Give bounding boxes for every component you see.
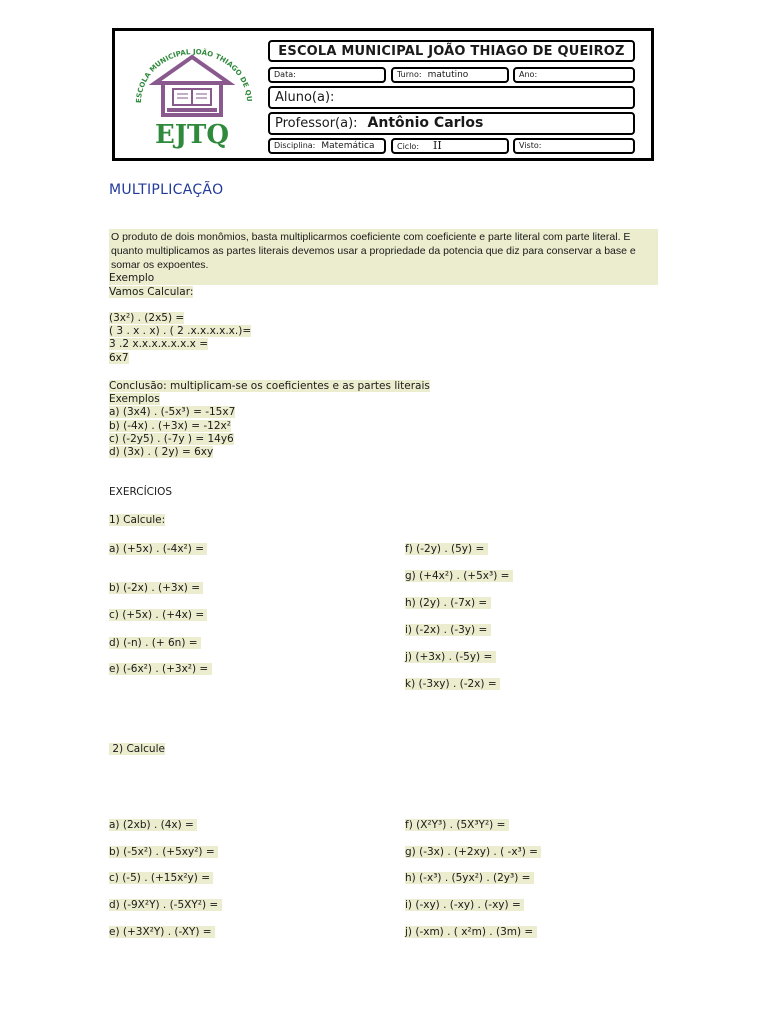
disciplina-label: Disciplina: bbox=[274, 141, 316, 150]
disciplina-value: Matemática bbox=[321, 141, 375, 151]
exercise-item: f) (-2y) . (5y) = bbox=[405, 543, 488, 555]
exercise-item: a) (+5x) . (-4x²) = bbox=[109, 543, 208, 555]
school-logo bbox=[127, 41, 257, 153]
professor-label: Professor(a): bbox=[275, 116, 358, 131]
visto-label: Visto: bbox=[519, 141, 542, 150]
turno-field[interactable] bbox=[391, 67, 509, 83]
exercise-item: c) (+5x) . (+4x) = bbox=[109, 609, 208, 621]
exercise-item: b) (-2x) . (+3x) = bbox=[109, 582, 204, 594]
example-label: Exemplo bbox=[109, 272, 155, 284]
turno-label: Turno: bbox=[397, 70, 422, 79]
exercise-item: c) (-5) . (+15x²y) = bbox=[109, 872, 214, 884]
conclusion-text: Conclusão: multiplicam-se os coeficientes e as partes literais bbox=[109, 380, 430, 392]
exercise-item: a) (2xb) . (4x) = bbox=[109, 819, 198, 831]
exercise-item: b) (-5x²) . (+5xy²) = bbox=[109, 846, 218, 858]
exercise-2-label: 2) Calcule bbox=[109, 743, 165, 755]
exercise-1-label: 1) Calcule: bbox=[109, 514, 166, 526]
example-item: c) (-2y5) . (-7y ) = 14y6 bbox=[109, 433, 234, 445]
exercise-item: f) (X²Y³) . (5X³Y²) = bbox=[405, 819, 509, 831]
school-header bbox=[112, 28, 654, 161]
exercise-item: e) (-6x²) . (+3x²) = bbox=[109, 663, 212, 675]
exercises-heading: EXERCÍCIOS bbox=[109, 486, 173, 498]
aluno-field[interactable] bbox=[268, 86, 635, 109]
exercise-item: j) (-xm) . ( x²m) . (3m) = bbox=[405, 926, 537, 938]
exercise-item: j) (+3x) . (-5y) = bbox=[405, 651, 496, 663]
ano-field[interactable] bbox=[513, 67, 635, 83]
exercise-item: i) (-xy) . (-xy) . (-xy) = bbox=[405, 899, 525, 911]
step-line: 3 .2 x.x.x.x.x.x.x = bbox=[109, 338, 209, 350]
logo-arc-text: ESCOLA MUNICIPAL JOÃO THIAGO DE QU bbox=[134, 48, 254, 104]
example-item: a) (3x4) . (-5x³) = -15x7 bbox=[109, 406, 236, 418]
exercise-item: e) (+3X²Y) . (-XY) = bbox=[109, 926, 215, 938]
page-title: MULTIPLICAÇÃO bbox=[109, 182, 224, 198]
aluno-label: Aluno(a): bbox=[275, 90, 335, 105]
visto-field[interactable] bbox=[513, 138, 635, 154]
exercise-item: g) (+4x²) . (+5x³) = bbox=[405, 570, 513, 582]
step-line: (3x²) . (2x5) = bbox=[109, 312, 185, 324]
exercise-item: d) (-9X²Y) . (-5XY²) = bbox=[109, 899, 222, 911]
exercise-item: h) (2y) . (-7x) = bbox=[405, 597, 491, 609]
exercise-item: i) (-2x) . (-3y) = bbox=[405, 624, 491, 636]
exercise-item: d) (-n) . (+ 6n) = bbox=[109, 637, 201, 649]
data-field[interactable] bbox=[268, 67, 386, 83]
logo-letters: EJTQ bbox=[154, 120, 230, 150]
step-line: ( 3 . x . x) . ( 2 .x.x.x.x.x.)= bbox=[109, 325, 252, 337]
data-label: Data: bbox=[274, 70, 296, 79]
turno-value: matutino bbox=[427, 70, 469, 80]
disciplina-field[interactable] bbox=[268, 138, 386, 154]
exercise-item: h) (-x³) . (5yx²) . (2y³) = bbox=[405, 872, 534, 884]
step-line: 6x7 bbox=[109, 352, 129, 364]
example-item: b) (-4x) . (+3x) = -12x² bbox=[109, 420, 231, 432]
vamos-calcular: Vamos Calcular: bbox=[109, 286, 194, 298]
school-name: ESCOLA MUNICIPAL JOÃO THIAGO DE QUEIROZ bbox=[268, 40, 635, 62]
ciclo-field[interactable] bbox=[391, 138, 509, 154]
ciclo-value: II bbox=[433, 139, 442, 152]
exercise-item: g) (-3x) . (+2xy) . ( -x³) = bbox=[405, 846, 542, 858]
professor-field[interactable] bbox=[268, 112, 635, 135]
professor-value: Antônio Carlos bbox=[367, 115, 484, 131]
ano-label: Ano: bbox=[519, 70, 538, 79]
exercise-item: k) (-3xy) . (-2x) = bbox=[405, 678, 500, 690]
intro-paragraph: O produto de dois monômios, basta multiplicarmos coeficiente com coeficiente e parte literal com parte literal. E quanto multiplicamos as partes literais devemos usar a propriedade da potencia que diz para conservar a base e somar os expoentes. bbox=[109, 229, 658, 285]
examples-label: Exemplos bbox=[109, 393, 160, 405]
ciclo-label: Ciclo: bbox=[397, 142, 420, 151]
example-item: d) (3x) . ( 2y) = 6xy bbox=[109, 446, 214, 458]
